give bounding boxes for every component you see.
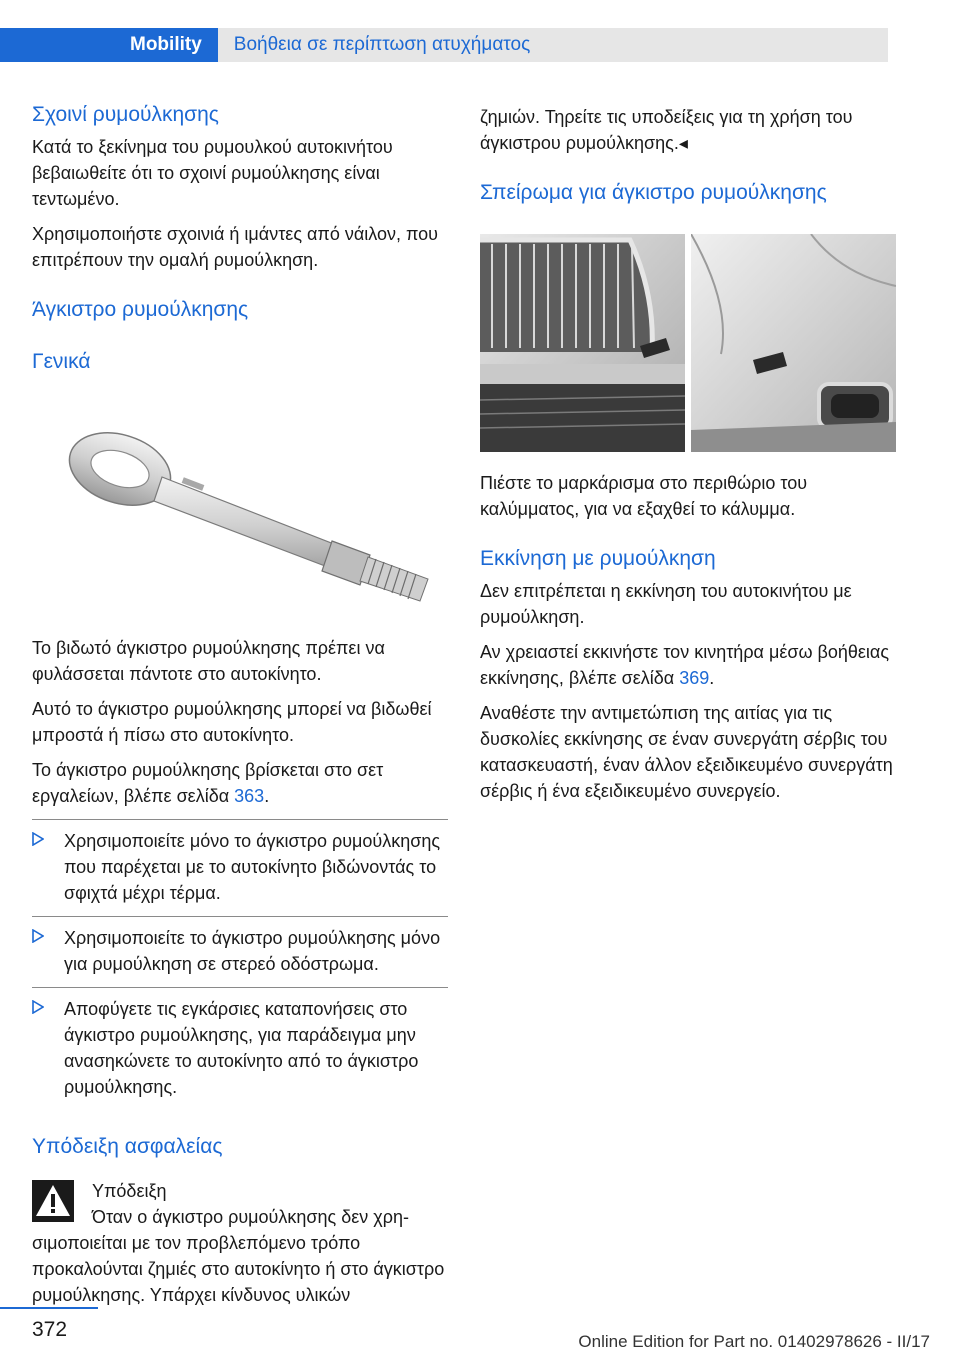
tow-thread-photos [480, 234, 896, 452]
hook-paragraph-1: Το βιδωτό άγκιστρο ρυμούλκησης πρέπει να φυλάσσεται πάντοτε στο αυτοκίνητο. [32, 638, 385, 684]
general-heading: Γενικά [32, 350, 91, 373]
tow-start-paragraph-1: Δεν επιτρέπεται η εκκίνηση του αυτοκινήτου με ρυμούλκηση. [480, 581, 852, 627]
page-link-363[interactable]: 363 [234, 786, 265, 806]
warning-block [32, 1178, 448, 1230]
tow-hook-icon [32, 397, 448, 617]
edition-label: Online Edition for Part no. 01402978626 - II/17 [578, 1332, 930, 1351]
list-item-text: Χρησιμοποιείτε μόνο το άγκιστρο ρυμούλκησης που παρέχεται με το αυτοκίνητο βιδώνοντάς το σφιχτά μέχρι τέρμα. [64, 831, 441, 903]
page-number: 372 [32, 1318, 68, 1341]
chapter-tab[interactable]: Βοήθεια σε περίπτωση ατυχήματος [218, 28, 888, 62]
footer-accent-line [0, 1307, 98, 1309]
right-column [480, 100, 896, 804]
safety-heading: Υπόδειξη ασφαλείας [32, 1135, 223, 1158]
tow-hook-illustration [32, 397, 448, 617]
hook-instructions-list [32, 819, 448, 1110]
thread-heading: Σπείρωμα για άγκιστρο ρυμούλκησης [480, 181, 827, 204]
left-column [32, 100, 448, 1308]
hook-paragraph-3-end: . [264, 786, 270, 806]
triangle-bullet-icon [32, 1000, 44, 1014]
warning-triangle-icon [32, 1180, 74, 1222]
list-item-text: Αποφύγετε τις εγκάρσιες καταπονήσεις στο άγκιστρο ρυμούλκησης, για παράδειγμα μην ανασηκώνετε το αυτοκίνητο από το άγκιστρο ρυμούλκησης. [64, 999, 419, 1097]
list-item [32, 987, 448, 1110]
hook-paragraph-3-text: Το άγκιστρο ρυμούλκησης βρίσκεται στο σετ εργαλείων, βλέπε σελίδα [32, 760, 384, 806]
tow-start-paragraph-2 [480, 639, 896, 691]
list-item-text: Χρησιμοποιείτε το άγκιστρο ρυμούλκησης μόνο για ρυμούλκηση σε στερεό οδόστρωμα. [64, 928, 441, 974]
header-tabs [0, 28, 888, 62]
hook-paragraph-2: Αυτό το άγκιστρο ρυμούλκησης μπορεί να βιδωθεί μπροστά ή πίσω στο αυτοκίνητο. [32, 699, 432, 745]
warning-title: Υπόδειξη [92, 1181, 167, 1201]
list-item [32, 819, 448, 916]
section-tab[interactable]: Mobility [0, 28, 218, 62]
warning-continuation: ζημιών. Τηρείτε τις υποδείξεις για τη χρήση του άγκιστρου ρυμούλκησης.◂ [480, 107, 853, 153]
tow-rope-paragraph-2: Χρησιμοποιήστε σχοινιά ή ιμάντες από νάιλον, που επιτρέπουν την ομαλή ρυμούλκηση. [32, 224, 439, 270]
tow-rope-paragraph-1: Κατά το ξεκίνημα του ρυμουλκού αυτοκινήτου βεβαιωθείτε ότι το σχοινί ρυμούλκησης είναι τεντωμένο. [32, 137, 393, 209]
tow-start-paragraph-3: Αναθέστε την αντιμετώπιση της αιτίας για τις δυσκολίες εκκίνησης σε έναν συνεργάτη σέρβις του κατασκευαστή, έναν άλλον εξειδικευμένο συνεργάτη σέρβις ή ένα εξειδικευμένο συνεργείο. [480, 703, 893, 801]
rear-bumper-photo [691, 234, 896, 452]
triangle-bullet-icon [32, 929, 44, 943]
thread-paragraph-1: Πιέστε το μαρκάρισμα στο περιθώριο του καλύμματος, για να εξαχθεί το κάλυμμα. [480, 473, 808, 519]
hook-paragraph-3 [32, 757, 448, 809]
triangle-bullet-icon [32, 832, 44, 846]
tow-start-paragraph-2-text: Αν χρειαστεί εκκινήστε τον κινητήρα μέσω βοήθειας εκκίνησης, βλέπε σελίδα [480, 642, 890, 688]
page-link-369[interactable]: 369 [679, 668, 710, 688]
warning-text: σιμοποιείται με τον προβλεπόμενο τρόπο προκαλούνται ζημιές στο αυτοκίνητο ή στο άγκιστρο ρυμούλκησης. Υπάρχει κίνδυνος υλικών [32, 1233, 445, 1305]
tow-start-heading: Εκκίνηση με ρυμούλκηση [480, 547, 716, 570]
front-bumper-photo [480, 234, 685, 452]
tow-rope-heading: Σχοινί ρυμούλκησης [32, 103, 219, 126]
tow-start-paragraph-2-end: . [709, 668, 715, 688]
list-item [32, 916, 448, 987]
tow-hook-heading: Άγκιστρο ρυμούλκησης [32, 298, 249, 321]
warning-line-1: Όταν ο άγκιστρο ρυμούλκησης δεν χρη- [92, 1207, 409, 1227]
